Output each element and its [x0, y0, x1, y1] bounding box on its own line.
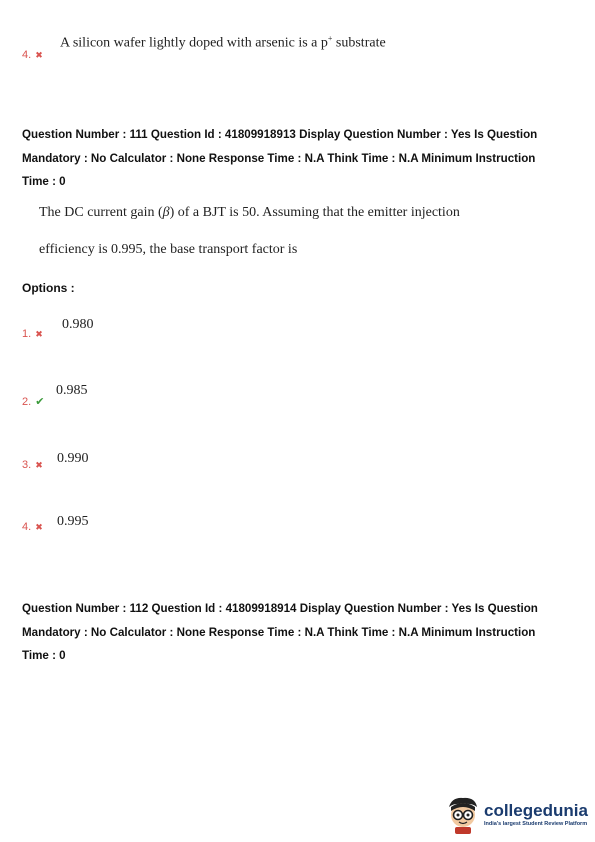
prev-option-text: [60, 34, 386, 52]
option-3-value: 0.990: [57, 451, 89, 466]
prev-option-number: [22, 49, 43, 61]
q111-meta-line1: Question Number : 111 Question Id : 41809918913 Display Question Number : Yes Is Question: [22, 128, 538, 141]
stem-text-a: The DC current gain (: [39, 205, 163, 220]
option-number-label: 4.: [22, 521, 32, 533]
mascot-icon: [444, 795, 482, 835]
stem-text-b: ) of a BJT is 50. Assuming that the emitter injection: [169, 205, 460, 220]
prev-option-superscript: +: [327, 34, 333, 43]
stem-text-line2: efficiency is 0.995, the base transport factor is: [39, 242, 298, 257]
option-4-number: [22, 521, 43, 533]
option-2-number: [22, 395, 44, 408]
option-2-value: 0.985: [56, 383, 88, 398]
q111-meta-line2: Mandatory : No Calculator : None Response Time : N.A Think Time : N.A Minimum Instruction: [22, 151, 536, 165]
cross-icon: ✖: [35, 459, 43, 470]
cross-icon: ✖: [35, 49, 43, 60]
option-number-label: 3.: [22, 459, 32, 471]
q111-stem-line2: [39, 242, 297, 258]
q112-meta-line3: Time : 0: [22, 649, 66, 662]
checkmark-icon: ✔: [35, 396, 45, 408]
collegedunia-logo: [444, 795, 588, 835]
prev-option-text-main: A silicon wafer lightly doped with arsenic is a p: [60, 35, 328, 51]
cross-icon: ✖: [35, 328, 43, 339]
cross-icon: ✖: [35, 521, 43, 532]
q111-stem-line1: [39, 205, 460, 221]
option-4-value: 0.995: [57, 514, 89, 529]
option-3-number: [22, 459, 43, 471]
option-number-label: 1.: [22, 328, 32, 340]
option-number-label: 4.: [22, 49, 32, 61]
logo-brand: collegedunia: [484, 800, 588, 820]
logo-text: [484, 802, 588, 829]
q112-meta-line1: Question Number : 112 Question Id : 41809918914 Display Question Number : Yes Is Question: [22, 602, 538, 615]
q111-meta-line3: Time : 0: [22, 175, 66, 188]
option-1-number: [22, 328, 43, 340]
q111-meta: [22, 123, 587, 194]
options-label: Options :: [22, 281, 75, 295]
q112-meta-line2: Mandatory : No Calculator : None Response Time : N.A Think Time : N.A Minimum Instruction: [22, 625, 536, 639]
option-number-label: 2.: [22, 395, 32, 408]
beta-symbol: β: [162, 205, 170, 220]
logo-tagline: India's largest Student Review Platform: [484, 820, 588, 827]
prev-option-text-tail: substrate: [332, 35, 386, 51]
option-1-value: 0.980: [62, 317, 94, 332]
q112-meta: [22, 597, 587, 668]
